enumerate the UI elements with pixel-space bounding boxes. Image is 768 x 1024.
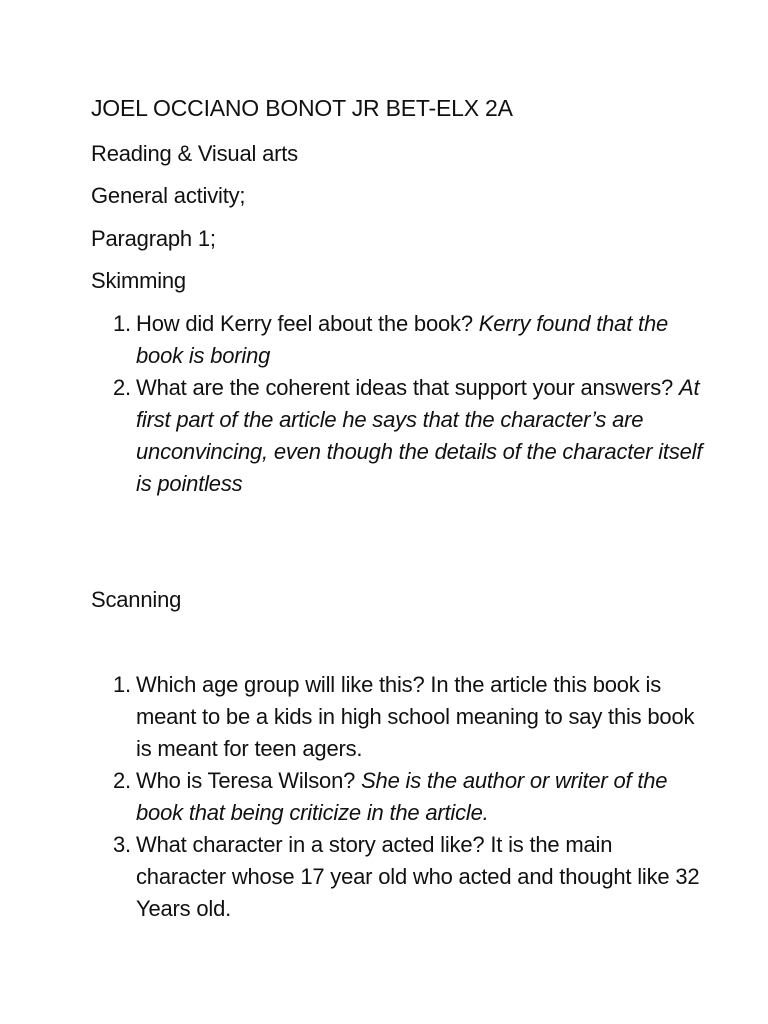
skimming-heading: Skimming xyxy=(91,268,186,293)
question-text: What are the coherent ideas that support your answers? xyxy=(136,375,679,400)
list-item xyxy=(91,372,711,500)
document-title: JOEL OCCIANO BONOT JR BET-ELX 2A xyxy=(91,95,513,121)
answer-text: At first part of the article he says that the character’s are unconvincing, even though the details of the character itself is pointless xyxy=(136,375,703,496)
answer-text: She is the author or writer of the book that being criticize in the article. xyxy=(136,768,668,825)
list-item xyxy=(91,829,701,925)
question-text: How did Kerry feel about the book? xyxy=(136,311,479,336)
question-text: What character in a story acted like? xyxy=(136,832,491,857)
answer-text: In the article this book is meant to be a kids in high school meaning to say this book is meant for teen agers. xyxy=(136,672,695,761)
list-item xyxy=(91,308,711,372)
item-number: 2. xyxy=(113,375,131,400)
item-number: 1. xyxy=(113,672,131,697)
item-number: 1. xyxy=(113,311,131,336)
item-number: 2. xyxy=(113,768,131,793)
question-text: Who is Teresa Wilson? xyxy=(136,768,362,793)
list-item xyxy=(91,765,701,829)
paragraph-line: Paragraph 1; xyxy=(91,226,216,251)
list-item xyxy=(91,669,701,765)
answer-text: Kerry found that the book is boring xyxy=(136,311,669,368)
scanning-heading: Scanning xyxy=(91,587,182,612)
question-text: Which age group will like this? xyxy=(136,672,431,697)
activity-line: General activity; xyxy=(91,183,246,208)
item-number: 3. xyxy=(113,832,131,857)
scanning-list xyxy=(91,669,701,925)
skimming-list xyxy=(91,308,711,500)
answer-text: It is the main character whose 17 year old who acted and thought like 32 Years old. xyxy=(136,832,700,921)
subject-line: Reading & Visual arts xyxy=(91,141,298,166)
